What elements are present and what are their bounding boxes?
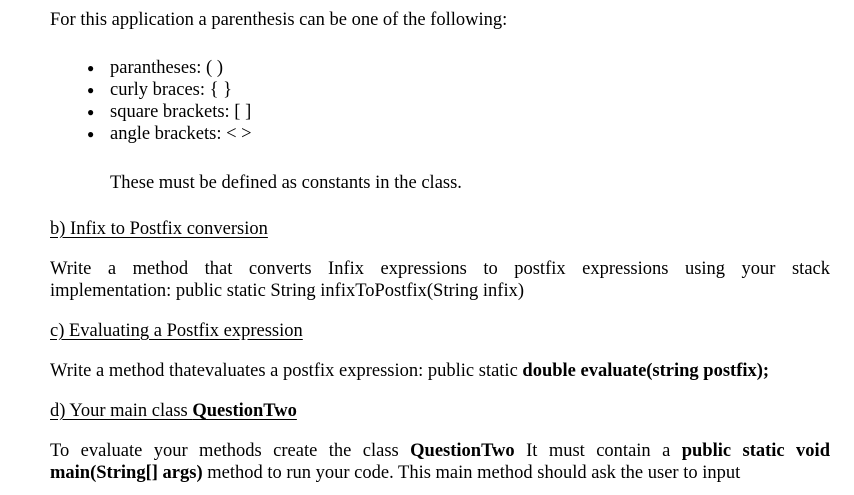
section-d-l1-c: It must contain a xyxy=(514,441,682,461)
bullet-square-brackets: square brackets: [ ] xyxy=(110,102,252,122)
section-c-text xyxy=(50,360,769,382)
constants-note: These must be defined as constants in the class. xyxy=(110,173,462,193)
section-c-method-signature: double evaluate(string postfix); xyxy=(522,361,770,381)
section-b-heading: b) Infix to Postfix conversion xyxy=(50,219,268,239)
section-d-l1-class: QuestionTwo xyxy=(410,441,515,461)
section-d-main-signature: main(String[] args) xyxy=(50,463,203,483)
section-d-l1-modifiers: public static void xyxy=(681,441,830,461)
section-d-line2 xyxy=(50,462,740,484)
bullet-angle-brackets: angle brackets: < > xyxy=(110,124,252,144)
section-c-text-plain: Write a method thatevaluates a postfix expression: public static xyxy=(50,361,523,381)
section-d-l2-rest: method to run your code. This main method should ask the user to input xyxy=(202,463,741,483)
bullet-dot: ● xyxy=(87,105,95,119)
bullet-curly-braces: curly braces: { } xyxy=(110,80,233,100)
bullet-dot: ● xyxy=(87,83,95,97)
bullet-dot: ● xyxy=(87,127,95,141)
section-b-line1: Write a method that converts Infix expressions to postfix expressions using your stack xyxy=(50,259,830,279)
section-d-heading xyxy=(50,400,297,422)
intro-text: For this application a parenthesis can be one of the following: xyxy=(50,10,508,30)
bullet-dot: ● xyxy=(87,61,95,75)
section-d-heading-prefix: d) Your main class xyxy=(50,401,193,421)
section-d-heading-class: QuestionTwo xyxy=(192,401,297,421)
section-c-heading: c) Evaluating a Postfix expression xyxy=(50,321,303,341)
section-b-line2: implementation: public static String infixToPostfix(String infix) xyxy=(50,281,525,301)
section-d-l1-a: To evaluate your methods create the class xyxy=(50,441,411,461)
section-d-line1 xyxy=(50,440,830,462)
bullet-parentheses: parantheses: ( ) xyxy=(110,58,224,78)
